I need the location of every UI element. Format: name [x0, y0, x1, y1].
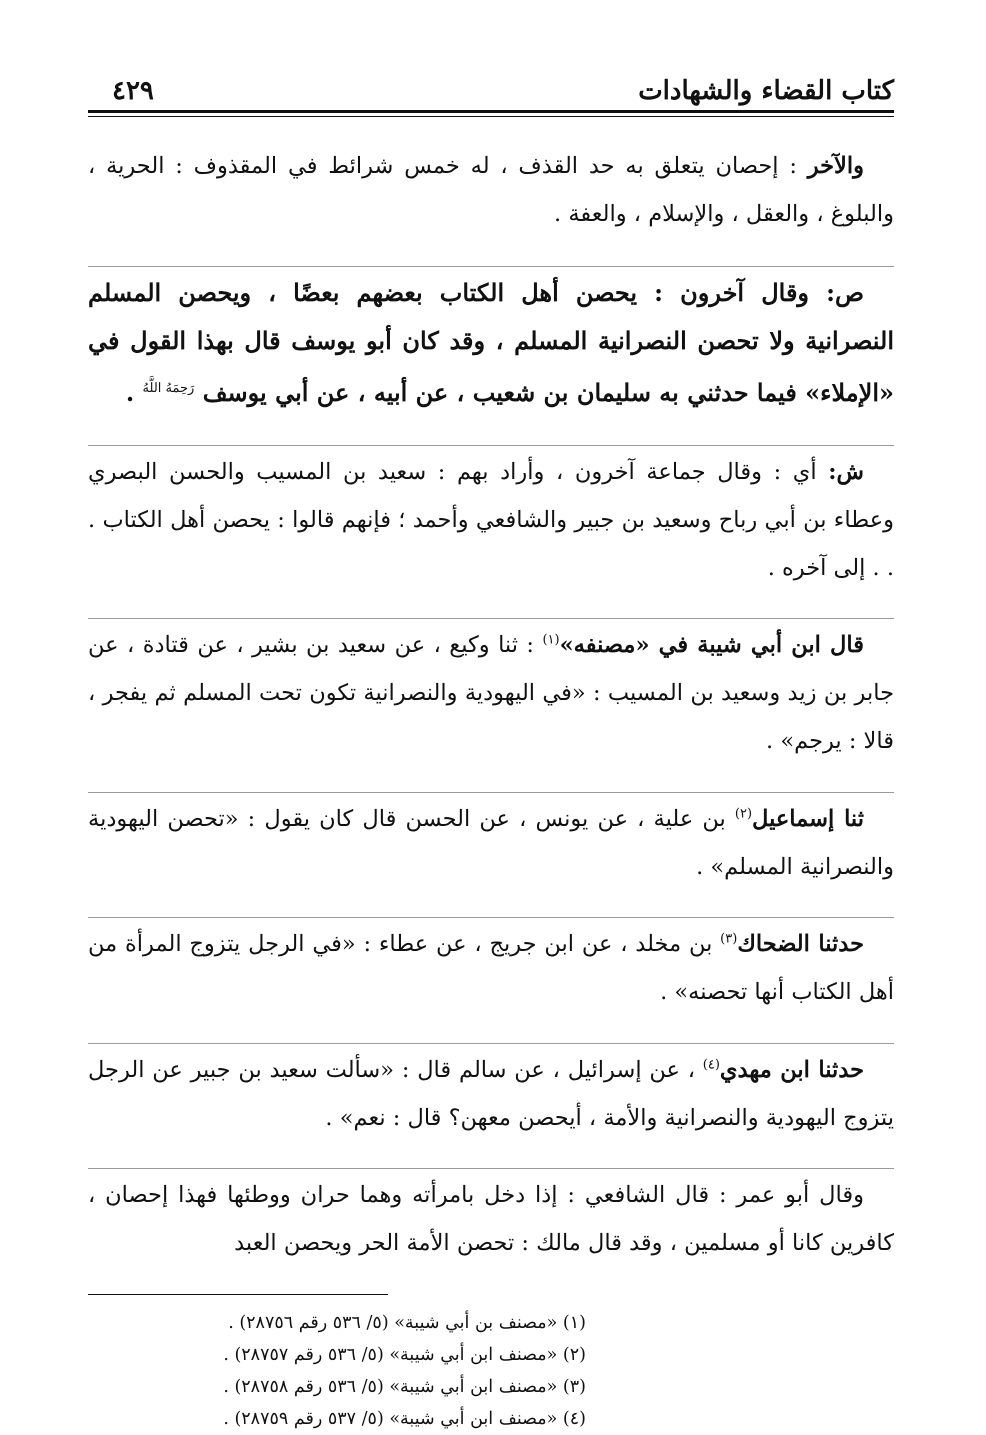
paragraph-matn	[88, 266, 894, 421]
paragraph-text: بن علية ، عن يونس ، عن الحسن قال كان يقول : «تحصن اليهودية والنصرانية المسلم» .	[88, 805, 894, 880]
paragraph-lead: ش:	[828, 458, 864, 485]
footnote-marker: (٢)	[734, 806, 753, 821]
footnote-marker: (٤)	[702, 1057, 720, 1072]
paragraph-text: بن مخلد ، عن ابن جريج ، عن عطاء : «في الرجل يتزوج المرأة من أهل الكتاب أنها تحصنه» .	[88, 931, 894, 1005]
paragraph-ibn-abi-shayba	[88, 618, 894, 769]
paragraph-ismail	[88, 792, 894, 895]
paragraph-text: : إحصان يتعلق به حد القذف ، له خمس شرائط في المقذوف : الحرية ، والبلوغ ، والعقل ، والإسلام ، والعفة .	[88, 152, 894, 227]
footnote-marker: (٣)	[720, 931, 738, 947]
honorific-glyph: رَحِمَهُ اللَّهُ	[142, 380, 195, 396]
page-number: ٤٢٩	[112, 76, 154, 106]
footnote-1: (١) «مصنف بن أبي شيبة» (٥/ ٥٣٦ رقم ٢٨٧٥٦) .	[228, 1312, 586, 1333]
paragraph-text: أي : وقال جماعة آخرون ، وأراد بهم : سعيد بن المسيب والحسن البصري وعطاء بن أبي رباح وسعيد بن جبير والشافعي وأحمد ؛ فإنهم قالوا : يحصن أهل الكتاب . . . إلى آخره .	[88, 458, 894, 581]
paragraph-lead: والآخر	[807, 152, 864, 179]
footnote-4: (٤) «مصنف ابن أبي شيبة» (٥/ ٥٣٧ رقم ٢٨٧٥٩) .	[223, 1408, 586, 1429]
chapter-title: كتاب القضاء والشهادات	[638, 76, 894, 106]
book-page	[88, 62, 894, 1435]
paragraph-sharh	[88, 445, 894, 596]
paragraph-lead: قال ابن أبي شيبة في «مصنفه»	[559, 632, 864, 658]
paragraph-dahhak	[88, 917, 894, 1020]
footnotes	[88, 1307, 894, 1435]
footnote-2: (٢) «مصنف ابن أبي شيبة» (٥/ ٥٣٦ رقم ٢٨٧٥٧) .	[223, 1344, 586, 1365]
paragraph-text: ، عن إسرائيل ، عن سالم قال : «سألت سعيد بن جبير عن الرجل يتزوج اليهودية والنصرانية والأمة ، أيحصن معهن؟ قال : نعم» .	[88, 1056, 894, 1131]
paragraph-text: وقال آخرون : يحصن أهل الكتاب بعضهم بعضًا ، ويحصن المسلم النصرانية ولا تحصن النصرانية المسلم ، وقد كان أبو يوسف قال بهذا القول في «الإملاء» فيما حدثني به سليمان بن شعيب ، عن أبيه ، عن أبي يوسف	[88, 277, 894, 407]
paragraph-lead: ثنا إسماعيل	[752, 805, 864, 832]
footnote-3: (٣) «مصنف ابن أبي شيبة» (٥/ ٥٣٦ رقم ٢٨٧٥٨) .	[223, 1376, 586, 1397]
footnote-marker: (١)	[542, 632, 560, 648]
paragraph-ibn-mahdi	[88, 1043, 894, 1146]
header-rule	[88, 110, 894, 117]
paragraph-tail: .	[125, 377, 143, 407]
body-text	[88, 140, 894, 1272]
paragraph-akhar	[88, 140, 894, 242]
running-header	[88, 62, 894, 104]
paragraph-abu-umar	[88, 1168, 894, 1271]
paragraph-text: وقال أبو عمر : قال الشافعي : إذا دخل بامرأته وهما حران ووطئها فهذا إحصان ، كافرين كانا أو مسلمين ، وقد قال مالك : تحصن الأمة الحر ويحصن العبد	[88, 1182, 894, 1256]
paragraph-lead: حدثنا الضحاك	[737, 931, 864, 957]
footnote-rule	[88, 1294, 388, 1295]
paragraph-text: : ثنا وكيع ، عن سعيد بن بشير ، عن قتادة ، عن جابر بن زيد وسعيد بن المسيب : «في اليهودية والنصرانية تكون تحت المسلم ثم يفجر ، قالا : يرجم» .	[88, 632, 894, 754]
paragraph-lead: ص:	[826, 277, 864, 307]
paragraph-lead: حدثنا ابن مهدي	[719, 1056, 864, 1083]
